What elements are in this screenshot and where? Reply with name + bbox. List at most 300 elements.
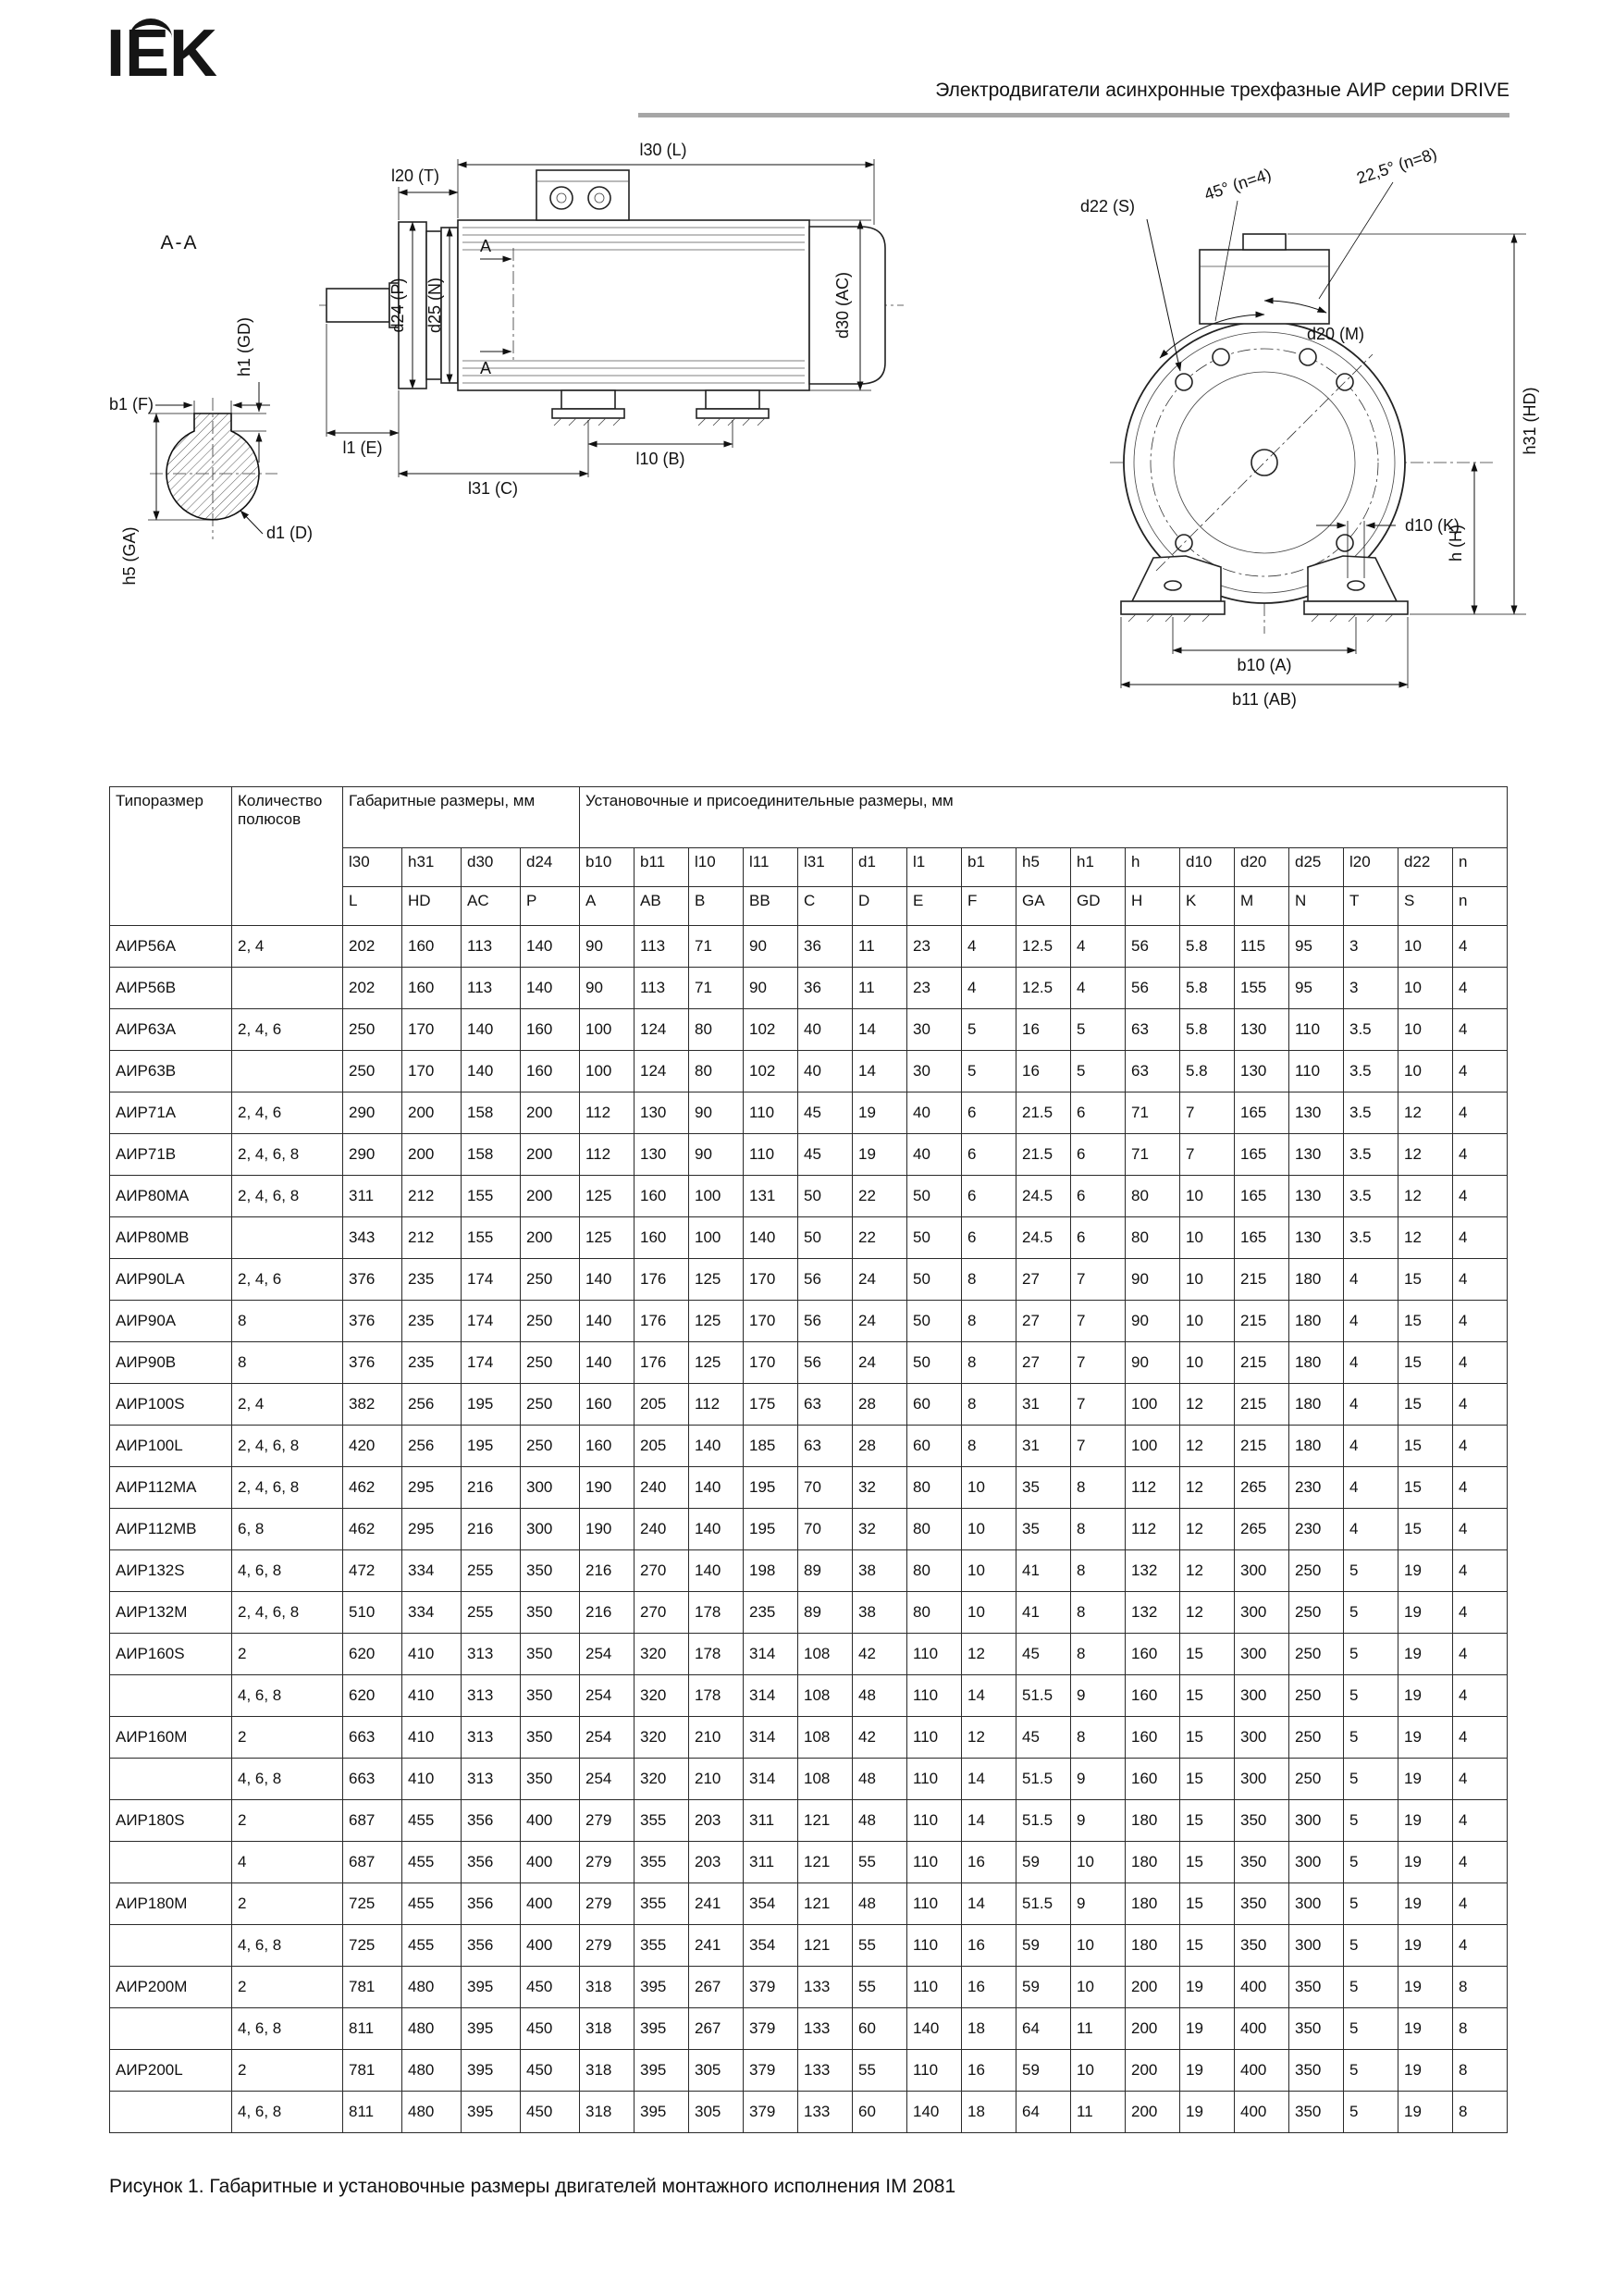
dimension-value-cell: 318	[580, 2092, 635, 2133]
dimension-value-cell: 56	[798, 1301, 853, 1342]
dimension-value-cell: 781	[343, 1967, 402, 2008]
dimension-value-cell: 4	[1453, 1800, 1508, 1842]
dimension-value-cell: 131	[744, 1176, 798, 1217]
dim-symbol-header: K	[1180, 887, 1235, 926]
dimension-value-cell: 19	[1398, 1675, 1453, 1717]
dimension-value-cell: 174	[462, 1301, 521, 1342]
dimension-value-cell: 19	[1398, 1759, 1453, 1800]
dimension-value-cell: 400	[1235, 1967, 1289, 2008]
dimension-value-cell: 121	[798, 1883, 853, 1925]
dim-symbol-header: n	[1453, 887, 1508, 926]
dimension-value-cell: 112	[689, 1384, 744, 1426]
dimension-value-cell: 10	[962, 1592, 1016, 1634]
dimension-value-cell: 4	[1453, 1842, 1508, 1883]
dimension-value-cell: 121	[798, 1925, 853, 1967]
dimension-value-cell: 4	[1453, 926, 1508, 968]
dimension-value-cell: 190	[580, 1509, 635, 1550]
dimension-value-cell: 40	[798, 1009, 853, 1051]
dimension-value-cell: 140	[744, 1217, 798, 1259]
dimension-value-cell: 4	[1453, 1925, 1508, 1967]
dimension-value-cell: 140	[689, 1426, 744, 1467]
dimension-value-cell: 108	[798, 1675, 853, 1717]
dimension-value-cell: 12	[1180, 1509, 1235, 1550]
dimension-value-cell: 230	[1289, 1467, 1344, 1509]
dimension-value-cell: 356	[462, 1925, 521, 1967]
dimension-value-cell: 3.5	[1344, 1009, 1398, 1051]
table-row	[110, 1217, 1508, 1259]
dimension-value-cell: 12	[1398, 1217, 1453, 1259]
dimension-value-cell: 5	[1344, 1883, 1398, 1925]
section-title: A-A	[160, 232, 199, 253]
type-size-cell: АИР63А	[110, 1009, 232, 1051]
table-row	[110, 1634, 1508, 1675]
poles-cell: 2, 4, 6, 8	[232, 1592, 343, 1634]
dimension-value-cell: 80	[689, 1009, 744, 1051]
dimension-value-cell: 382	[343, 1384, 402, 1426]
dimension-value-cell: 110	[1289, 1051, 1344, 1092]
table-row	[110, 1009, 1508, 1051]
dimension-value-cell: 216	[580, 1592, 635, 1634]
foot	[561, 390, 615, 409]
dimension-value-cell: 4	[1344, 1384, 1398, 1426]
dimension-value-cell: 18	[962, 2092, 1016, 2133]
dimension-value-cell: 100	[1126, 1384, 1180, 1426]
dimension-value-cell: 295	[402, 1467, 462, 1509]
dimension-value-cell: 80	[907, 1509, 962, 1550]
dimension-value-cell: 170	[402, 1009, 462, 1051]
dimension-value-cell: 50	[907, 1301, 962, 1342]
dimension-value-cell: 4	[1453, 1759, 1508, 1800]
dimension-value-cell: 265	[1235, 1509, 1289, 1550]
dimension-value-cell: 5	[1344, 1925, 1398, 1967]
dimension-value-cell: 5	[1344, 1717, 1398, 1759]
dimension-value-cell: 318	[580, 1967, 635, 2008]
dimension-value-cell: 180	[1126, 1842, 1180, 1883]
table-row	[110, 1550, 1508, 1592]
dimension-value-cell: 663	[343, 1717, 402, 1759]
dimension-value-cell: 48	[853, 1800, 907, 1842]
dimension-value-cell: 14	[962, 1800, 1016, 1842]
dimension-value-cell: 14	[853, 1009, 907, 1051]
dimension-value-cell: 16	[1016, 1051, 1071, 1092]
foot	[706, 390, 759, 409]
foot-pad	[1304, 601, 1408, 614]
dimension-value-cell: 180	[1289, 1259, 1344, 1301]
dimension-value-cell: 59	[1016, 1925, 1071, 1967]
dimension-value-cell: 10	[1071, 1967, 1126, 2008]
dimension-value-cell: 300	[1235, 1675, 1289, 1717]
dimension-value-cell: 50	[907, 1342, 962, 1384]
dimension-value-cell: 318	[580, 2050, 635, 2092]
dimension-value-cell: 4	[1453, 1092, 1508, 1134]
dim-symbol-header: N	[1289, 887, 1344, 926]
dimension-value-cell: 235	[744, 1592, 798, 1634]
dimension-value-cell: 279	[580, 1925, 635, 1967]
dimension-value-cell: 15	[1180, 1842, 1235, 1883]
dimension-value-cell: 125	[689, 1301, 744, 1342]
dimension-value-cell: 205	[635, 1426, 689, 1467]
dimension-value-cell: 45	[1016, 1634, 1071, 1675]
dimension-value-cell: 320	[635, 1759, 689, 1800]
dimension-value-cell: 19	[1398, 1717, 1453, 1759]
dimension-value-cell: 216	[580, 1550, 635, 1592]
table-row	[110, 2092, 1508, 2133]
dim-symbol-header: H	[1126, 887, 1180, 926]
dimension-value-cell: 510	[343, 1592, 402, 1634]
dimension-value-cell: 110	[907, 1759, 962, 1800]
dim-label-l1: l1 (E)	[342, 438, 383, 457]
dimension-value-cell: 5	[1344, 1759, 1398, 1800]
dimension-value-cell: 90	[1126, 1342, 1180, 1384]
dimension-value-cell: 5	[1344, 1967, 1398, 2008]
dimension-value-cell: 6	[962, 1134, 1016, 1176]
dimension-value-cell: 48	[853, 1759, 907, 1800]
dimension-value-cell: 8	[1071, 1550, 1126, 1592]
table-row	[110, 1883, 1508, 1925]
dimension-value-cell: 5	[1344, 1675, 1398, 1717]
dimension-value-cell: 343	[343, 1217, 402, 1259]
dimension-value-cell: 71	[1126, 1134, 1180, 1176]
dim-symbol-header: A	[580, 887, 635, 926]
dimension-value-cell: 395	[462, 1967, 521, 2008]
dimension-value-cell: 350	[1289, 2092, 1344, 2133]
dimension-value-cell: 95	[1289, 926, 1344, 968]
dimension-value-cell: 318	[580, 2008, 635, 2050]
dimension-value-cell: 40	[907, 1092, 962, 1134]
dimension-value-cell: 10	[1398, 1009, 1453, 1051]
dimension-value-cell: 19	[1180, 1967, 1235, 2008]
dimension-value-cell: 480	[402, 2092, 462, 2133]
dim-label-b1: b1 (F)	[109, 395, 154, 414]
dimension-value-cell: 19	[1398, 2008, 1453, 2050]
table-row	[110, 1051, 1508, 1092]
dimension-value-cell: 355	[635, 1800, 689, 1842]
poles-cell: 2	[232, 1883, 343, 1925]
type-size-cell: АИР56А	[110, 926, 232, 968]
type-size-cell: АИР132М	[110, 1592, 232, 1634]
foot	[1308, 556, 1397, 601]
dim-symbol-header: HD	[402, 887, 462, 926]
dimension-value-cell: 132	[1126, 1592, 1180, 1634]
dimension-value-cell: 300	[1289, 1842, 1344, 1883]
front-view-drawing	[1001, 143, 1574, 745]
type-size-cell: АИР90В	[110, 1342, 232, 1384]
type-size-cell: АИР180М	[110, 1883, 232, 1925]
dimension-value-cell: 160	[1126, 1634, 1180, 1675]
dim-label-b11: b11 (AB)	[1232, 690, 1297, 709]
dimension-value-cell: 63	[798, 1426, 853, 1467]
dimension-value-cell: 5	[1344, 2008, 1398, 2050]
dimension-value-cell: 5.8	[1180, 1009, 1235, 1051]
dimension-value-cell: 12	[1398, 1092, 1453, 1134]
dimension-value-cell: 70	[798, 1509, 853, 1550]
dimension-value-cell: 4	[1453, 1550, 1508, 1592]
dim-symbol-header: M	[1235, 887, 1289, 926]
dimension-value-cell: 350	[521, 1592, 580, 1634]
table-row	[110, 2050, 1508, 2092]
dimension-value-cell: 250	[1289, 1759, 1344, 1800]
dimension-value-cell: 300	[521, 1467, 580, 1509]
dimension-value-cell: 250	[1289, 1717, 1344, 1759]
dimension-value-cell: 9	[1071, 1675, 1126, 1717]
dimension-value-cell: 112	[580, 1092, 635, 1134]
dimension-value-cell: 6	[1071, 1217, 1126, 1259]
dimension-value-cell: 50	[798, 1217, 853, 1259]
dimension-value-cell: 30	[907, 1009, 962, 1051]
dimension-value-cell: 24	[853, 1259, 907, 1301]
dimension-value-cell: 202	[343, 968, 402, 1009]
type-size-cell: АИР63В	[110, 1051, 232, 1092]
dimension-value-cell: 178	[689, 1675, 744, 1717]
dimension-value-cell: 215	[1235, 1301, 1289, 1342]
dim-symbol-header: AC	[462, 887, 521, 926]
dimension-value-cell: 110	[907, 1634, 962, 1675]
table-row	[110, 1134, 1508, 1176]
dimension-value-cell: 170	[744, 1301, 798, 1342]
type-size-cell: АИР112МА	[110, 1467, 232, 1509]
dimension-value-cell: 140	[462, 1009, 521, 1051]
dimension-value-cell: 200	[521, 1134, 580, 1176]
dim-symbol-header: h31	[402, 848, 462, 887]
dimension-value-cell: 6	[962, 1176, 1016, 1217]
dimension-value-cell: 4	[1453, 1134, 1508, 1176]
dimension-value-cell: 12	[962, 1717, 1016, 1759]
dimension-value-cell: 212	[402, 1176, 462, 1217]
dimension-value-cell: 300	[1289, 1925, 1344, 1967]
dimension-value-cell: 311	[744, 1842, 798, 1883]
dim-symbol-header: D	[853, 887, 907, 926]
dimension-value-cell: 160	[402, 968, 462, 1009]
poles-cell: 2, 4, 6, 8	[232, 1176, 343, 1217]
poles-cell: 2, 4, 6	[232, 1009, 343, 1051]
dimension-value-cell: 112	[1126, 1509, 1180, 1550]
dimension-value-cell: 250	[521, 1384, 580, 1426]
dim-symbol-header: l10	[689, 848, 744, 887]
poles-cell: 4, 6, 8	[232, 1759, 343, 1800]
dimension-value-cell: 5	[1071, 1009, 1126, 1051]
dimension-value-cell: 21.5	[1016, 1134, 1071, 1176]
dimension-value-cell: 356	[462, 1842, 521, 1883]
dimension-value-cell: 455	[402, 1925, 462, 1967]
dimension-value-cell: 10	[1071, 1842, 1126, 1883]
dimension-value-cell: 19	[1398, 2050, 1453, 2092]
dimension-value-cell: 290	[343, 1134, 402, 1176]
dimension-value-cell: 400	[1235, 2008, 1289, 2050]
dim-label-h1: h1 (GD)	[235, 316, 253, 377]
dimension-value-cell: 270	[635, 1592, 689, 1634]
dimension-value-cell: 140	[907, 2092, 962, 2133]
type-size-cell: АИР160S	[110, 1634, 232, 1675]
dimension-value-cell: 158	[462, 1092, 521, 1134]
dimension-value-cell: 400	[1235, 2050, 1289, 2092]
poles-cell: 4, 6, 8	[232, 1675, 343, 1717]
angle-label-n8: 22,5° (n=8)	[1354, 143, 1439, 188]
dimension-value-cell: 279	[580, 1800, 635, 1842]
dimension-value-cell: 205	[635, 1384, 689, 1426]
dimension-value-cell: 395	[635, 2092, 689, 2133]
dim-label-d22: d22 (S)	[1080, 197, 1136, 216]
dimension-value-cell: 8	[962, 1384, 1016, 1426]
dimension-value-cell: 38	[853, 1550, 907, 1592]
dimension-value-cell: 140	[689, 1467, 744, 1509]
dimension-value-cell: 5	[1344, 1592, 1398, 1634]
dimension-value-cell: 462	[343, 1509, 402, 1550]
dim-symbol-header: h	[1126, 848, 1180, 887]
dimension-value-cell: 133	[798, 2092, 853, 2133]
dimension-value-cell: 455	[402, 1800, 462, 1842]
dimension-value-cell: 11	[853, 968, 907, 1009]
dimension-value-cell: 241	[689, 1883, 744, 1925]
dimension-value-cell: 725	[343, 1883, 402, 1925]
dimension-value-cell: 300	[1235, 1634, 1289, 1675]
dim-label-h5: h5 (GA)	[120, 526, 139, 586]
type-size-cell	[110, 2092, 232, 2133]
motor-body	[458, 220, 809, 390]
dim-label-l30: l30 (L)	[639, 141, 687, 159]
type-size-cell	[110, 1675, 232, 1717]
dimension-value-cell: 254	[580, 1759, 635, 1800]
dimension-value-cell: 376	[343, 1259, 402, 1301]
dimension-value-cell: 130	[1289, 1217, 1344, 1259]
dimension-value-cell: 14	[962, 1675, 1016, 1717]
dimension-value-cell: 40	[798, 1051, 853, 1092]
dimension-value-cell: 40	[907, 1134, 962, 1176]
dimension-value-cell: 176	[635, 1259, 689, 1301]
type-size-cell: АИР90LA	[110, 1259, 232, 1301]
dimension-value-cell: 400	[521, 1925, 580, 1967]
dim-symbol-header: l11	[744, 848, 798, 887]
dimension-value-cell: 165	[1235, 1176, 1289, 1217]
dimension-value-cell: 63	[1126, 1009, 1180, 1051]
dimension-value-cell: 4	[1453, 1426, 1508, 1467]
dimension-value-cell: 110	[907, 1842, 962, 1883]
dim-symbol-header: b11	[635, 848, 689, 887]
table-row	[110, 1384, 1508, 1426]
dimension-value-cell: 8	[1071, 1509, 1126, 1550]
dimension-value-cell: 395	[635, 2050, 689, 2092]
dimension-value-cell: 8	[1071, 1717, 1126, 1759]
dimension-value-cell: 10	[1071, 1925, 1126, 1967]
dimension-value-cell: 56	[1126, 926, 1180, 968]
dimension-value-cell: 115	[1235, 926, 1289, 968]
dimension-value-cell: 130	[1289, 1134, 1344, 1176]
dimension-value-cell: 305	[689, 2050, 744, 2092]
dimension-value-cell: 175	[744, 1384, 798, 1426]
dimension-value-cell: 5.8	[1180, 968, 1235, 1009]
table-row	[110, 1592, 1508, 1634]
dimension-value-cell: 19	[1180, 2050, 1235, 2092]
dimension-value-cell: 215	[1235, 1259, 1289, 1301]
dimension-value-cell: 19	[1398, 2092, 1453, 2133]
dimension-value-cell: 305	[689, 2092, 744, 2133]
dimension-value-cell: 10	[1180, 1342, 1235, 1384]
dimension-value-cell: 8	[962, 1426, 1016, 1467]
dimension-value-cell: 9	[1071, 1759, 1126, 1800]
dimension-value-cell: 5	[1344, 2092, 1398, 2133]
dimension-value-cell: 300	[1235, 1759, 1289, 1800]
dimension-value-cell: 19	[1398, 1967, 1453, 2008]
dimension-value-cell: 4	[1344, 1467, 1398, 1509]
dimension-value-cell: 180	[1289, 1426, 1344, 1467]
dimension-value-cell: 35	[1016, 1467, 1071, 1509]
dim-symbol-header: d24	[521, 848, 580, 887]
dimension-value-cell: 60	[907, 1384, 962, 1426]
dimension-value-cell: 113	[635, 926, 689, 968]
dimension-value-cell: 102	[744, 1051, 798, 1092]
dim-symbol-header: d20	[1235, 848, 1289, 887]
dimension-value-cell: 195	[462, 1426, 521, 1467]
dimension-value-cell: 160	[1126, 1675, 1180, 1717]
dimension-value-cell: 4	[1453, 1509, 1508, 1550]
dimension-value-cell: 313	[462, 1759, 521, 1800]
terminal-box	[1200, 250, 1329, 324]
drawings-area	[0, 139, 1614, 786]
dimension-value-cell: 250	[521, 1301, 580, 1342]
dimension-value-cell: 4	[1453, 968, 1508, 1009]
poles-cell: 4, 6, 8	[232, 2092, 343, 2133]
dimension-value-cell: 5	[1344, 2050, 1398, 2092]
dimension-value-cell: 22	[853, 1217, 907, 1259]
dimension-value-cell: 4	[962, 968, 1016, 1009]
type-size-cell	[110, 1759, 232, 1800]
dimension-value-cell: 200	[521, 1092, 580, 1134]
dimension-value-cell: 31	[1016, 1384, 1071, 1426]
table-row	[110, 1092, 1508, 1134]
dimension-value-cell: 51.5	[1016, 1883, 1071, 1925]
dimension-value-cell: 10	[962, 1550, 1016, 1592]
dimension-value-cell: 27	[1016, 1301, 1071, 1342]
dimension-value-cell: 140	[689, 1509, 744, 1550]
dimension-value-cell: 112	[1126, 1467, 1180, 1509]
dimension-value-cell: 15	[1180, 1800, 1235, 1842]
dimension-value-cell: 350	[521, 1550, 580, 1592]
dimension-value-cell: 203	[689, 1800, 744, 1842]
dimension-value-cell: 420	[343, 1426, 402, 1467]
dimension-value-cell: 112	[580, 1134, 635, 1176]
dimension-value-cell: 250	[1289, 1634, 1344, 1675]
dimension-value-cell: 250	[521, 1259, 580, 1301]
dimension-value-cell: 410	[402, 1634, 462, 1675]
dimension-value-cell: 32	[853, 1467, 907, 1509]
ground-hatch	[554, 418, 765, 426]
dimension-value-cell: 160	[635, 1176, 689, 1217]
dimension-value-cell: 10	[1180, 1217, 1235, 1259]
col-header-type: Типоразмер	[110, 787, 232, 926]
dimension-value-cell: 313	[462, 1675, 521, 1717]
dimension-value-cell: 158	[462, 1134, 521, 1176]
dimension-value-cell: 195	[462, 1384, 521, 1426]
dim-symbol-header: d22	[1398, 848, 1453, 887]
dimension-value-cell: 4	[1453, 1717, 1508, 1759]
dimension-value-cell: 100	[689, 1217, 744, 1259]
dimension-value-cell: 16	[962, 1925, 1016, 1967]
dimension-value-cell: 176	[635, 1342, 689, 1384]
poles-cell: 2, 4	[232, 1384, 343, 1426]
dimension-value-cell: 64	[1016, 2008, 1071, 2050]
dimension-value-cell: 4	[1453, 1467, 1508, 1509]
dimension-value-cell: 4	[1453, 1259, 1508, 1301]
type-size-cell: АИР180S	[110, 1800, 232, 1842]
dimension-value-cell: 314	[744, 1634, 798, 1675]
dimension-value-cell: 241	[689, 1925, 744, 1967]
dimension-value-cell: 165	[1235, 1134, 1289, 1176]
dimension-value-cell: 30	[907, 1051, 962, 1092]
dimension-value-cell: 50	[907, 1217, 962, 1259]
dimension-value-cell: 455	[402, 1883, 462, 1925]
dimension-value-cell: 15	[1180, 1883, 1235, 1925]
dimension-value-cell: 410	[402, 1717, 462, 1759]
dimension-value-cell: 462	[343, 1467, 402, 1509]
